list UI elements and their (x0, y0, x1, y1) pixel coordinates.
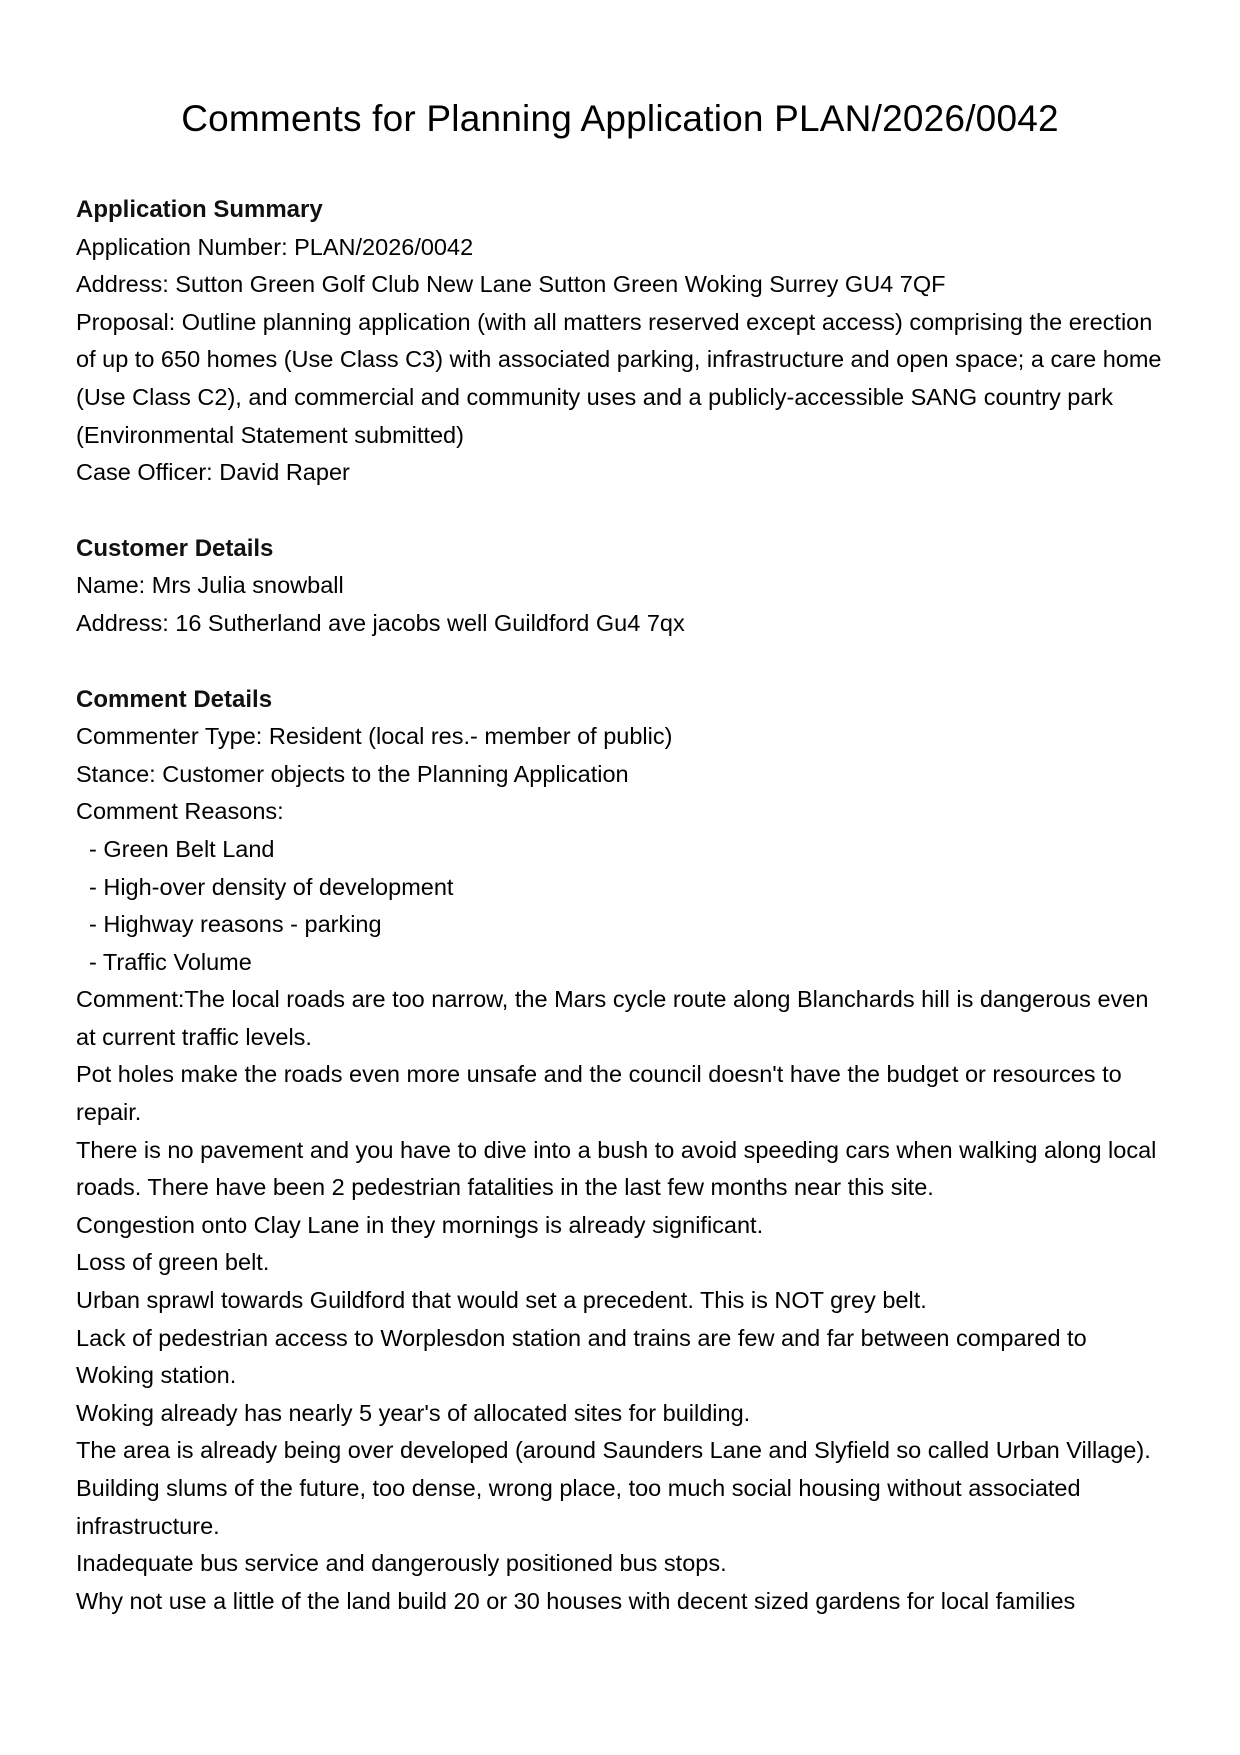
comment-paragraph: There is no pavement and you have to dive into a bush to avoid speeding cars when walking along local roads. There have been 2 pedestrian fatalities in the last few months near this site. (76, 1136, 1157, 1201)
case-officer: Case Officer: David Raper (76, 459, 350, 486)
comment-details-heading: Comment Details (76, 685, 273, 713)
comment-paragraph: Congestion onto Clay Lane in they mornings is already significant. (76, 1211, 764, 1238)
customer-name: Name: Mrs Julia snowball (76, 572, 344, 599)
comment-reason-item: - Green Belt Land (89, 835, 275, 862)
comment-paragraph: The area is already being over developed (around Saunders Lane and Slyfield so called Urban Village). (76, 1437, 1151, 1464)
spacer (76, 643, 1164, 681)
spacer (76, 492, 1164, 530)
comment-paragraph: Lack of pedestrian access to Worplesdon station and trains are few and far between compared to Woking station. (76, 1324, 1087, 1389)
comment-paragraph: Pot holes make the roads even more unsafe and the council doesn't have the budget or resources to repair. (76, 1061, 1122, 1126)
comment-reason-item: - Traffic Volume (89, 948, 252, 975)
comment-paragraph: Woking already has nearly 5 year's of allocated sites for building. (76, 1399, 751, 1426)
application-address: Address: Sutton Green Golf Club New Lane Sutton Green Woking Surrey GU4 7QF (76, 271, 946, 298)
comment-reason-item: - Highway reasons - parking (89, 911, 382, 938)
comment-paragraph: Why not use a little of the land build 20 or 30 houses with decent sized gardens for local families (76, 1587, 1076, 1614)
application-number: Application Number: PLAN/2026/0042 (76, 233, 474, 260)
comment-details-section (76, 681, 1164, 1621)
comment-paragraph: Inadequate bus service and dangerously positioned bus stops. (76, 1550, 727, 1577)
proposal-text: Proposal: Outline planning application (with all matters reserved except access) comprising the erection of up to 650 homes (Use Class C3) with associated parking, infrastructure and open space; a care home (Use Class C2), and commercial and community uses and a publicly-accessible SANG country park (Environmental Statement submitted) (76, 308, 1162, 448)
comment-reasons-label: Comment Reasons: (76, 798, 284, 825)
commenter-type: Commenter Type: Resident (local res.- member of public) (76, 723, 673, 750)
comment-paragraph: Comment:The local roads are too narrow, the Mars cycle route along Blanchards hill is dangerous even at current traffic levels. (76, 986, 1149, 1050)
comment-reason-item: - High-over density of development (89, 873, 454, 900)
spacer (76, 142, 1164, 191)
comment-paragraph: Loss of green belt. (76, 1249, 270, 1276)
page-title: Comments for Planning Application PLAN/2026/0042 (181, 98, 1059, 139)
customer-address: Address: 16 Sutherland ave jacobs well Guildford Gu4 7qx (76, 609, 685, 636)
comment-paragraph: Building slums of the future, too dense, wrong place, too much social housing without associated infrastructure. (76, 1475, 1081, 1539)
comment-paragraph: Urban sprawl towards Guildford that would set a precedent. This is NOT grey belt. (76, 1287, 927, 1314)
application-summary-section (76, 191, 1164, 492)
stance: Stance: Customer objects to the Planning Application (76, 760, 629, 787)
application-summary-heading: Application Summary (76, 196, 323, 223)
customer-details-section (76, 530, 1164, 643)
customer-details-heading: Customer Details (76, 534, 274, 562)
